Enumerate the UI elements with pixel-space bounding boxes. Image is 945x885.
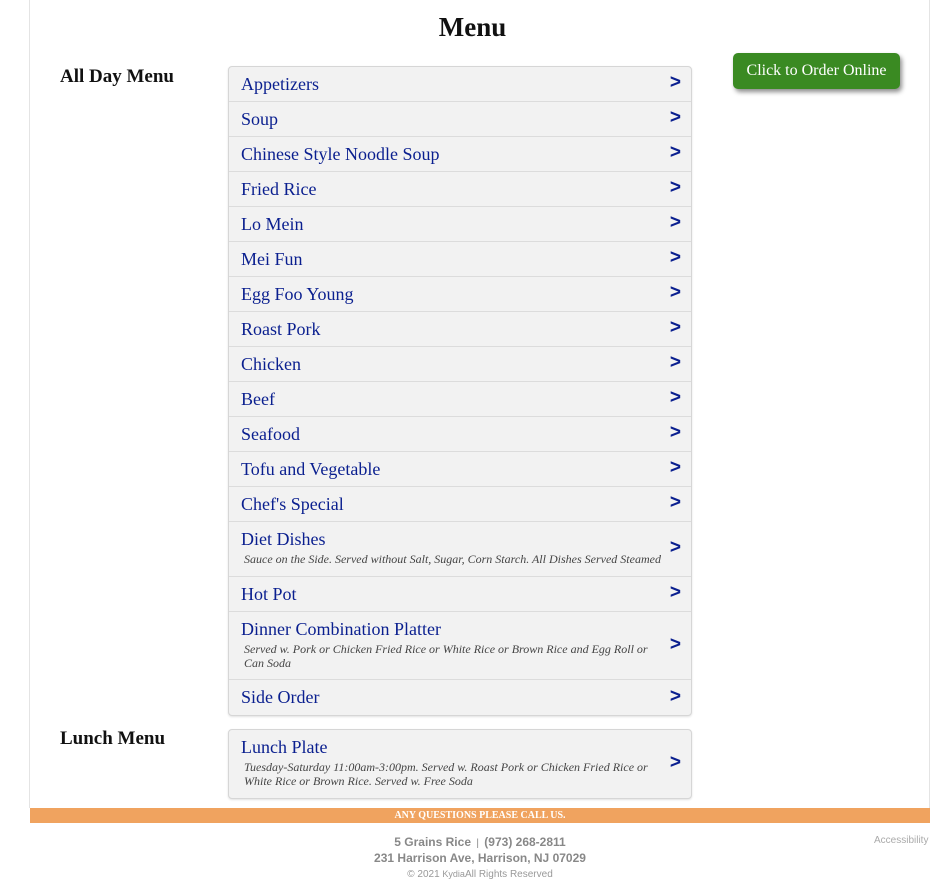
menu-category-roast-pork[interactable] [229,312,691,347]
menu-category-soup[interactable] [229,102,691,137]
menu-category-chicken[interactable] [229,347,691,382]
rights-reserved: All Rights Reserved [464,869,553,880]
chevron-right-icon: > [669,246,681,268]
contact-banner: ANY QUESTIONS PLEASE CALL US. [30,808,930,823]
all-day-menu-title: All Day Menu [60,66,174,87]
category-name: Side Order [241,687,320,707]
chevron-right-icon: > [669,633,681,655]
category-name: Fried Rice [241,179,317,199]
menu-category-egg-foo-young[interactable] [229,277,691,312]
chevron-right-icon: > [669,316,681,338]
chevron-right-icon: > [669,106,681,128]
chevron-right-icon: > [669,211,681,233]
menu-category-seafood[interactable] [229,417,691,452]
restaurant-name: 5 Grains Rice [394,835,471,849]
chevron-right-icon: > [669,685,681,707]
copyright: © 2021 [407,869,440,880]
category-name: Appetizers [241,74,319,94]
chevron-right-icon: > [669,141,681,163]
accessibility-link[interactable]: Accessibility [874,835,929,846]
menu-category-diet-dishes[interactable] [229,522,691,577]
chevron-right-icon: > [669,421,681,443]
category-name: Seafood [241,424,300,444]
chevron-right-icon: > [669,176,681,198]
menu-category-chefs-special[interactable] [229,487,691,522]
category-description: Sauce on the Side. Served without Salt, Sugar, Corn Starch. All Dishes Served Steamed [244,552,661,566]
menu-category-lo-mein[interactable] [229,207,691,242]
menu-category-fried-rice[interactable] [229,172,691,207]
category-description: Tuesday-Saturday 11:00am-3:00pm. Served w. Roast Pork or Chicken Fried Rice or White Rice or Brown Rice. Served w. Free Soda [244,760,648,788]
chevron-right-icon: > [669,751,681,773]
chevron-right-icon: > [669,491,681,513]
category-name: Roast Pork [241,319,321,339]
category-name: Chef's Special [241,494,344,514]
page-title: Menu [438,12,507,42]
menu-category-side-order[interactable] [229,680,691,715]
category-name: Chinese Style Noodle Soup [241,144,440,164]
category-description: Served w. Pork or Chicken Fried Rice or White Rice or Brown Rice and Egg Roll or Can Soda [244,642,648,670]
menu-category-chinese-style-noodle-soup[interactable] [229,137,691,172]
phone-number[interactable]: (973) 268-2811 [484,835,566,849]
all-day-menu-list [228,66,692,716]
lunch-menu-list [228,729,692,799]
menu-category-tofu-and-vegetable[interactable] [229,452,691,487]
menu-category-appetizers[interactable] [229,67,691,102]
category-name: Mei Fun [241,249,303,269]
chevron-right-icon: > [669,536,681,558]
order-online-button[interactable]: Click to Order Online [733,53,900,89]
category-name: Tofu and Vegetable [241,459,381,479]
footer [0,835,945,882]
chevron-right-icon: > [669,351,681,373]
menu-category-lunch-plate[interactable] [229,730,691,798]
menu-category-hot-pot[interactable] [229,577,691,612]
lunch-menu-title: Lunch Menu [60,728,166,749]
menu-category-mei-fun[interactable] [229,242,691,277]
chevron-right-icon: > [669,71,681,93]
category-name: Soup [241,109,279,129]
chevron-right-icon: > [669,581,681,603]
menu-category-beef[interactable] [229,382,691,417]
chevron-right-icon: > [669,456,681,478]
category-name: Chicken [241,354,301,374]
category-name: Diet Dishes [241,529,326,549]
category-name: Egg Foo Young [241,284,354,304]
category-name: Hot Pot [241,584,297,604]
category-name: Lunch Plate [241,737,328,757]
category-name: Beef [241,389,275,409]
chevron-right-icon: > [669,386,681,408]
footer-separator: | [476,838,479,849]
menu-category-dinner-combination-platter[interactable] [229,612,691,680]
brand-link[interactable]: Kydia [442,869,465,879]
chevron-right-icon: > [669,281,681,303]
category-name: Lo Mein [241,214,304,234]
address: 231 Harrison Ave, Harrison, NJ 07029 [374,851,586,865]
category-name: Dinner Combination Platter [241,619,441,639]
